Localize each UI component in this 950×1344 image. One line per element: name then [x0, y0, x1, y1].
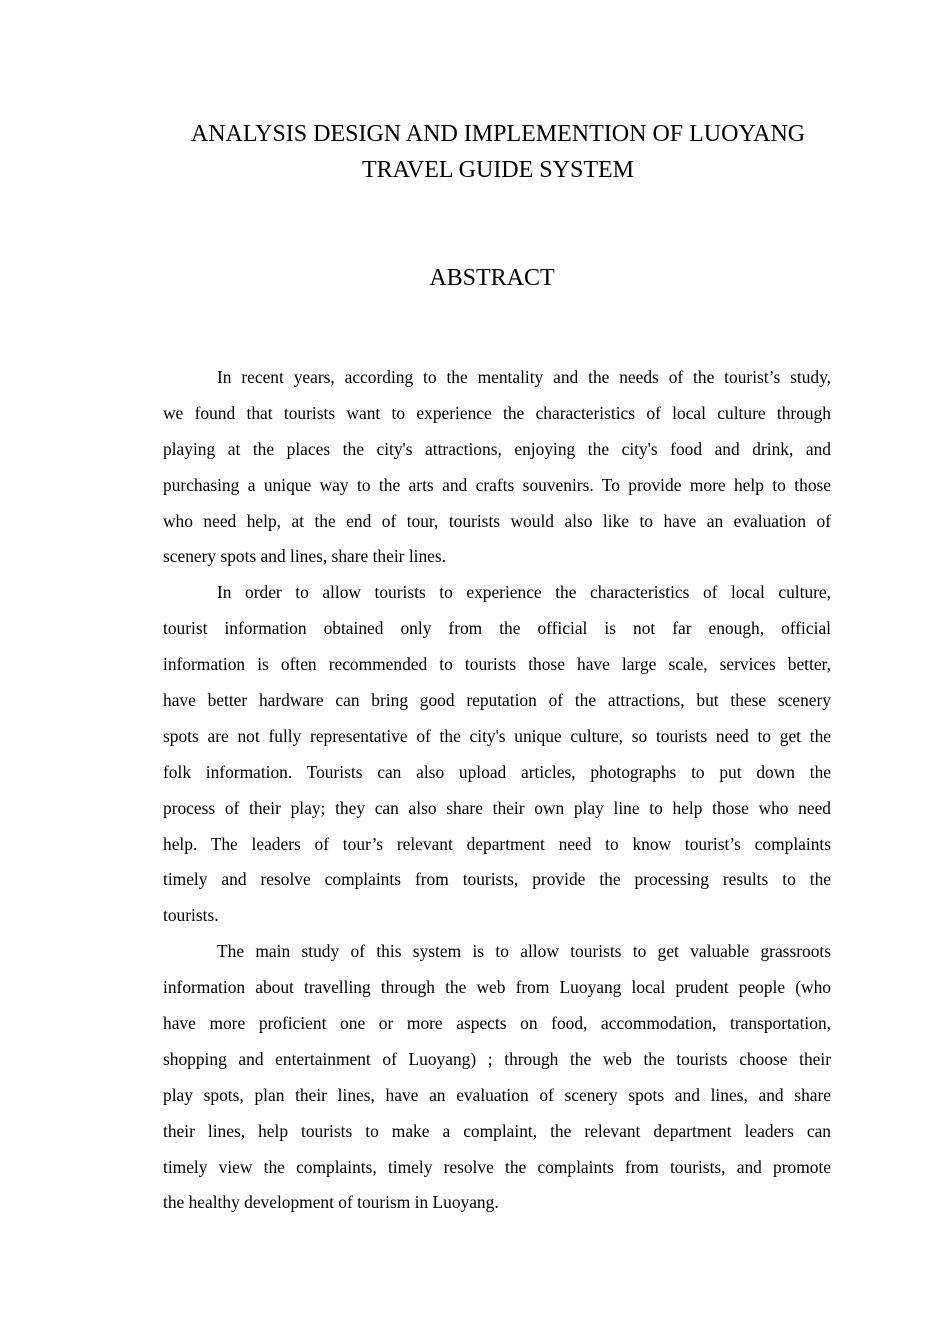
paragraph-line: help. The leaders of tour’s relevant department need to know tourist’s complaints — [163, 833, 831, 854]
abstract-paragraph — [163, 360, 831, 575]
paragraph-line: have more proficient one or more aspects on food, accommodation, transportation, — [163, 1013, 831, 1034]
paragraph-line: folk information. Tourists can also upload articles, photographs to put down the — [163, 761, 831, 782]
paragraph-line: tourists. — [163, 905, 219, 926]
paragraph-line: have better hardware can bring good reputation of the attractions, but these scenery — [163, 690, 831, 711]
paragraph-line: scenery spots and lines, share their lines. — [163, 546, 447, 567]
paragraph-line: playing at the places the city's attractions, enjoying the city's food and drink, and — [163, 438, 831, 459]
paragraph-line: tourist information obtained only from the official is not far enough, official — [163, 618, 831, 639]
paragraph-line: timely view the complaints, timely resolve the complaints from tourists, and promote — [163, 1156, 831, 1177]
paragraph-line: who need help, at the end of tour, tourists would also like to have an evaluation of — [163, 510, 831, 531]
paragraph-line: information is often recommended to tourists those have large scale, services better, — [163, 654, 831, 675]
title-line-1: ANALYSIS DESIGN AND IMPLEMENTION OF LUOYANG — [190, 121, 806, 147]
paragraph-line: process of their play; they can also share their own play line to help those who need — [163, 797, 831, 818]
paragraph-line: the healthy development of tourism in Luoyang. — [163, 1192, 499, 1213]
paragraph-line: purchasing a unique way to the arts and crafts souvenirs. To provide more help to those — [163, 474, 831, 495]
abstract-heading: ABSTRACT — [429, 265, 555, 291]
paragraph-line: shopping and entertainment of Luoyang) ; through the web the tourists choose their — [163, 1048, 831, 1069]
title-line-2: TRAVEL GUIDE SYSTEM — [361, 157, 634, 183]
paragraph-line: play spots, plan their lines, have an evaluation of scenery spots and lines, and share — [163, 1084, 831, 1105]
paragraph-line: The main study of this system is to allow tourists to get valuable grassroots — [217, 941, 831, 962]
paragraph-line: information about travelling through the web from Luoyang local prudent people (who — [163, 977, 831, 998]
abstract-body — [163, 360, 831, 1221]
paragraph-line: we found that tourists want to experience the characteristics of local culture through — [163, 402, 831, 423]
paragraph-line: spots are not fully representative of the city's unique culture, so tourists need to get the — [163, 725, 831, 746]
paragraph-line: In order to allow tourists to experience the characteristics of local culture, — [217, 582, 831, 603]
abstract-paragraph — [163, 575, 831, 934]
paragraph-line: In recent years, according to the mentality and the needs of the tourist’s study, — [217, 367, 831, 387]
paragraph-line: timely and resolve complaints from tourists, provide the processing results to the — [163, 869, 831, 890]
paragraph-line: their lines, help tourists to make a complaint, the relevant department leaders can — [163, 1120, 831, 1141]
abstract-paragraph — [163, 934, 831, 1221]
